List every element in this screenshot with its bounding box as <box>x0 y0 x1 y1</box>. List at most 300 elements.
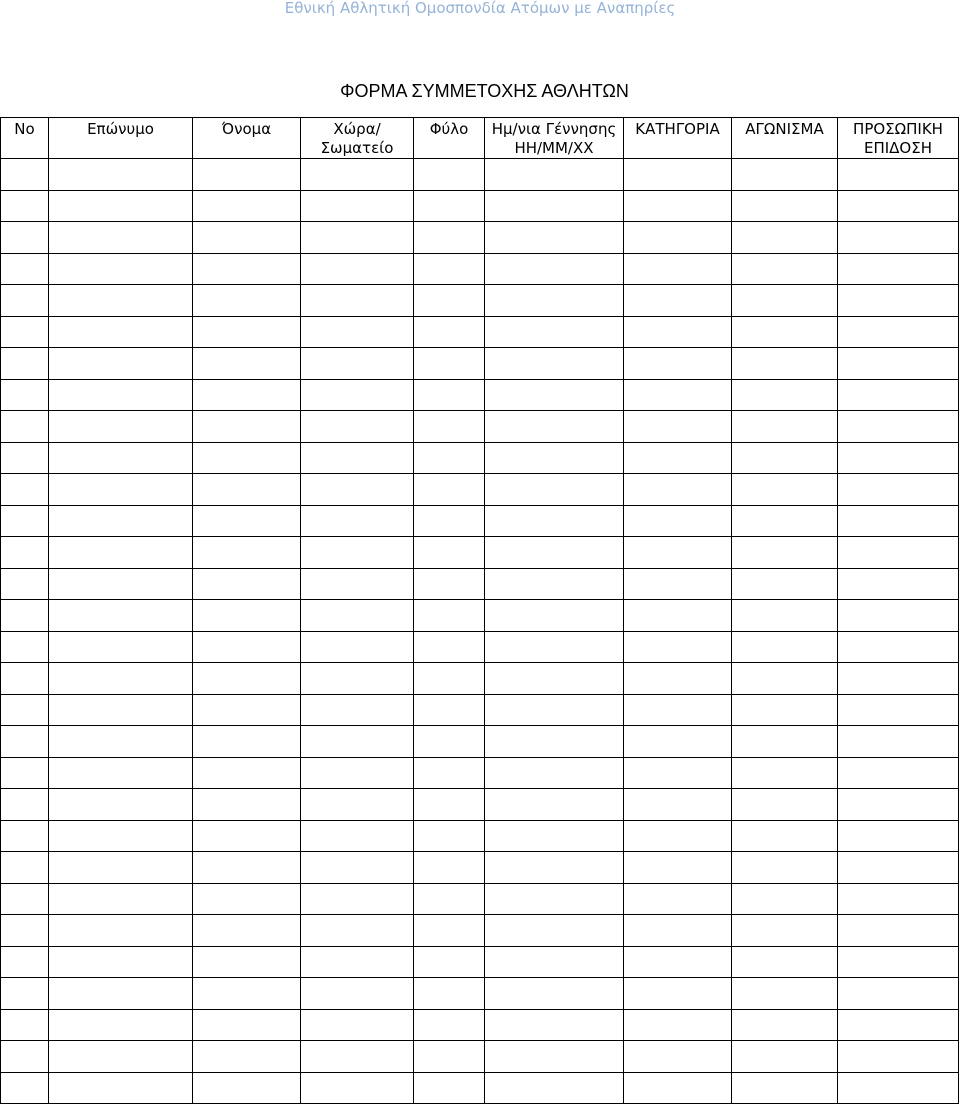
entry-cell-category[interactable] <box>624 1041 732 1073</box>
entry-cell-event[interactable] <box>732 663 838 695</box>
entry-cell-first-name[interactable] <box>193 1041 301 1073</box>
entry-cell-category[interactable] <box>624 190 732 222</box>
entry-cell-gender[interactable] <box>414 285 485 317</box>
entry-cell-surname[interactable] <box>49 505 193 537</box>
entry-cell-gender[interactable] <box>414 379 485 411</box>
entry-cell-category[interactable] <box>624 1072 732 1104</box>
entry-cell-country-club[interactable] <box>301 222 414 254</box>
column-header-birth-date <box>485 118 624 159</box>
entry-cell-category[interactable] <box>624 505 732 537</box>
entry-cell-country-club[interactable] <box>301 978 414 1010</box>
entry-cell-event[interactable] <box>732 631 838 663</box>
entry-cell-personal-best[interactable] <box>838 1072 959 1104</box>
entry-cell-birth-date[interactable] <box>485 663 624 695</box>
entry-cell-event[interactable] <box>732 1072 838 1104</box>
column-header-label: No <box>14 120 35 138</box>
entry-cell-first-name[interactable] <box>193 285 301 317</box>
entry-cell-category[interactable] <box>624 883 732 915</box>
entry-cell-first-name[interactable] <box>193 820 301 852</box>
entry-cell-category[interactable] <box>624 915 732 947</box>
entry-cell-country-club[interactable] <box>301 537 414 569</box>
entry-cell-country-club[interactable] <box>301 600 414 632</box>
entry-cell-personal-best[interactable] <box>838 883 959 915</box>
entry-cell-first-name[interactable] <box>193 474 301 506</box>
entry-cell-personal-best[interactable] <box>838 159 959 191</box>
entry-cell-surname[interactable] <box>49 820 193 852</box>
column-header-label: Φύλο <box>429 120 469 138</box>
entry-cell-first-name[interactable] <box>193 253 301 285</box>
entry-cell-gender[interactable] <box>414 348 485 380</box>
entry-cell-category[interactable] <box>624 631 732 663</box>
entry-cell-birth-date[interactable] <box>485 1041 624 1073</box>
entry-cell-birth-date[interactable] <box>485 820 624 852</box>
entry-cell-event[interactable] <box>732 1041 838 1073</box>
entry-cell-event[interactable] <box>732 222 838 254</box>
entry-cell-number[interactable] <box>1 946 49 978</box>
entry-cell-event[interactable] <box>732 537 838 569</box>
entry-cell-surname[interactable] <box>49 253 193 285</box>
column-header-label-line2: ΗΗ/ΜΜ/ΧΧ <box>514 139 594 157</box>
entry-cell-category[interactable] <box>624 316 732 348</box>
table-row <box>1 694 959 726</box>
entry-cell-category[interactable] <box>624 789 732 821</box>
table-row <box>1 379 959 411</box>
entry-cell-category[interactable] <box>624 537 732 569</box>
entry-cell-event[interactable] <box>732 1009 838 1041</box>
entry-cell-gender[interactable] <box>414 505 485 537</box>
entry-cell-first-name[interactable] <box>193 663 301 695</box>
entry-cell-birth-date[interactable] <box>485 694 624 726</box>
column-header-label: ΑΓΩΝΙΣΜΑ <box>745 120 824 138</box>
table-row <box>1 852 959 884</box>
entry-cell-country-club[interactable] <box>301 1041 414 1073</box>
entry-cell-country-club[interactable] <box>301 726 414 758</box>
entry-cell-number[interactable] <box>1 789 49 821</box>
table-row <box>1 190 959 222</box>
entry-cell-personal-best[interactable] <box>838 411 959 443</box>
entry-cell-surname[interactable] <box>49 379 193 411</box>
entry-cell-gender[interactable] <box>414 474 485 506</box>
column-header-surname <box>49 118 193 159</box>
entry-cell-first-name[interactable] <box>193 1072 301 1104</box>
entry-cell-category[interactable] <box>624 852 732 884</box>
entry-cell-birth-date[interactable] <box>485 946 624 978</box>
entry-cell-personal-best[interactable] <box>838 222 959 254</box>
entry-cell-number[interactable] <box>1 253 49 285</box>
entry-cell-gender[interactable] <box>414 159 485 191</box>
entry-cell-birth-date[interactable] <box>485 379 624 411</box>
entry-cell-number[interactable] <box>1 222 49 254</box>
entry-cell-number[interactable] <box>1 852 49 884</box>
entry-cell-gender[interactable] <box>414 820 485 852</box>
column-header-label: ΠΡΟΣΩΠΙΚΗ <box>853 120 943 138</box>
entry-cell-country-club[interactable] <box>301 915 414 947</box>
entry-cell-surname[interactable] <box>49 1072 193 1104</box>
entry-cell-personal-best[interactable] <box>838 820 959 852</box>
entry-cell-first-name[interactable] <box>193 316 301 348</box>
entry-cell-personal-best[interactable] <box>838 474 959 506</box>
entry-cell-gender[interactable] <box>414 537 485 569</box>
entry-cell-country-club[interactable] <box>301 694 414 726</box>
entry-cell-personal-best[interactable] <box>838 631 959 663</box>
entry-cell-birth-date[interactable] <box>485 631 624 663</box>
entry-cell-personal-best[interactable] <box>838 726 959 758</box>
entry-cell-gender[interactable] <box>414 600 485 632</box>
table-row <box>1 726 959 758</box>
entry-cell-surname[interactable] <box>49 348 193 380</box>
entry-cell-surname[interactable] <box>49 316 193 348</box>
entry-cell-birth-date[interactable] <box>485 726 624 758</box>
entry-cell-number[interactable] <box>1 568 49 600</box>
entry-cell-birth-date[interactable] <box>485 505 624 537</box>
entry-cell-gender[interactable] <box>414 694 485 726</box>
entry-cell-category[interactable] <box>624 253 732 285</box>
entry-cell-personal-best[interactable] <box>838 663 959 695</box>
entry-cell-number[interactable] <box>1 978 49 1010</box>
entry-cell-personal-best[interactable] <box>838 505 959 537</box>
entry-cell-birth-date[interactable] <box>485 411 624 443</box>
entry-cell-country-club[interactable] <box>301 757 414 789</box>
entry-cell-category[interactable] <box>624 568 732 600</box>
entry-cell-birth-date[interactable] <box>485 757 624 789</box>
entry-cell-surname[interactable] <box>49 694 193 726</box>
entry-cell-event[interactable] <box>732 348 838 380</box>
entry-cell-number[interactable] <box>1 285 49 317</box>
entry-cell-gender[interactable] <box>414 222 485 254</box>
entry-cell-event[interactable] <box>732 568 838 600</box>
entry-cell-category[interactable] <box>624 159 732 191</box>
entry-cell-birth-date[interactable] <box>485 1009 624 1041</box>
entry-cell-first-name[interactable] <box>193 789 301 821</box>
entry-cell-country-club[interactable] <box>301 1009 414 1041</box>
entry-cell-country-club[interactable] <box>301 883 414 915</box>
entry-cell-first-name[interactable] <box>193 694 301 726</box>
column-header-first-name <box>193 118 301 159</box>
entry-cell-event[interactable] <box>732 978 838 1010</box>
entry-cell-country-club[interactable] <box>301 348 414 380</box>
entry-cell-number[interactable] <box>1 474 49 506</box>
entry-cell-birth-date[interactable] <box>485 316 624 348</box>
entry-cell-event[interactable] <box>732 915 838 947</box>
entry-cell-birth-date[interactable] <box>485 474 624 506</box>
entry-cell-category[interactable] <box>624 757 732 789</box>
entry-cell-category[interactable] <box>624 694 732 726</box>
entry-cell-gender[interactable] <box>414 757 485 789</box>
entry-cell-personal-best[interactable] <box>838 285 959 317</box>
entry-cell-category[interactable] <box>624 663 732 695</box>
entry-cell-number[interactable] <box>1 316 49 348</box>
entry-cell-category[interactable] <box>624 379 732 411</box>
entry-cell-birth-date[interactable] <box>485 789 624 821</box>
entry-cell-first-name[interactable] <box>193 600 301 632</box>
entry-cell-surname[interactable] <box>49 600 193 632</box>
entry-cell-country-club[interactable] <box>301 474 414 506</box>
entry-cell-gender[interactable] <box>414 411 485 443</box>
table-row <box>1 253 959 285</box>
entry-cell-category[interactable] <box>624 946 732 978</box>
table-row <box>1 537 959 569</box>
entry-cell-country-club[interactable] <box>301 159 414 191</box>
entry-cell-gender[interactable] <box>414 852 485 884</box>
entry-cell-surname[interactable] <box>49 159 193 191</box>
entry-cell-gender[interactable] <box>414 190 485 222</box>
entry-cell-gender[interactable] <box>414 978 485 1010</box>
entry-cell-number[interactable] <box>1 537 49 569</box>
entry-cell-first-name[interactable] <box>193 915 301 947</box>
entry-cell-country-club[interactable] <box>301 505 414 537</box>
entry-cell-event[interactable] <box>732 190 838 222</box>
entry-cell-personal-best[interactable] <box>838 946 959 978</box>
entry-cell-gender[interactable] <box>414 915 485 947</box>
table-row <box>1 442 959 474</box>
entry-cell-gender[interactable] <box>414 1009 485 1041</box>
entry-cell-category[interactable] <box>624 411 732 443</box>
entry-cell-first-name[interactable] <box>193 946 301 978</box>
entry-cell-birth-date[interactable] <box>485 883 624 915</box>
entry-cell-personal-best[interactable] <box>838 316 959 348</box>
entry-cell-country-club[interactable] <box>301 820 414 852</box>
entry-cell-birth-date[interactable] <box>485 348 624 380</box>
entry-cell-surname[interactable] <box>49 883 193 915</box>
entry-cell-personal-best[interactable] <box>838 190 959 222</box>
entry-cell-country-club[interactable] <box>301 190 414 222</box>
entry-cell-birth-date[interactable] <box>485 537 624 569</box>
entry-cell-first-name[interactable] <box>193 159 301 191</box>
entry-cell-category[interactable] <box>624 474 732 506</box>
entry-cell-personal-best[interactable] <box>838 379 959 411</box>
entry-cell-birth-date[interactable] <box>485 285 624 317</box>
entry-cell-country-club[interactable] <box>301 253 414 285</box>
entry-cell-country-club[interactable] <box>301 789 414 821</box>
entry-cell-gender[interactable] <box>414 789 485 821</box>
entry-cell-event[interactable] <box>732 474 838 506</box>
form-title: ΦΟΡΜΑ ΣΥΜΜΕΤΟΧΗΣ ΑΘΛΗΤΩΝ <box>340 81 629 101</box>
entry-cell-country-club[interactable] <box>301 631 414 663</box>
entry-cell-surname[interactable] <box>49 537 193 569</box>
entry-cell-category[interactable] <box>624 1009 732 1041</box>
entry-cell-surname[interactable] <box>49 663 193 695</box>
entry-cell-event[interactable] <box>732 505 838 537</box>
entry-cell-first-name[interactable] <box>193 537 301 569</box>
entry-cell-event[interactable] <box>732 442 838 474</box>
entry-cell-surname[interactable] <box>49 789 193 821</box>
entry-cell-first-name[interactable] <box>193 568 301 600</box>
entry-cell-birth-date[interactable] <box>485 442 624 474</box>
entry-cell-first-name[interactable] <box>193 852 301 884</box>
entry-cell-event[interactable] <box>732 946 838 978</box>
entry-cell-personal-best[interactable] <box>838 915 959 947</box>
entry-cell-gender[interactable] <box>414 1041 485 1073</box>
entry-cell-first-name[interactable] <box>193 726 301 758</box>
entry-cell-number[interactable] <box>1 600 49 632</box>
entry-cell-number[interactable] <box>1 442 49 474</box>
entry-cell-first-name[interactable] <box>193 505 301 537</box>
entry-cell-category[interactable] <box>624 348 732 380</box>
entry-cell-personal-best[interactable] <box>838 568 959 600</box>
entry-cell-surname[interactable] <box>49 190 193 222</box>
entry-cell-surname[interactable] <box>49 1009 193 1041</box>
entry-cell-category[interactable] <box>624 442 732 474</box>
entry-cell-event[interactable] <box>732 757 838 789</box>
entry-cell-gender[interactable] <box>414 663 485 695</box>
entry-cell-country-club[interactable] <box>301 852 414 884</box>
entry-cell-surname[interactable] <box>49 285 193 317</box>
entry-cell-first-name[interactable] <box>193 1009 301 1041</box>
entry-cell-category[interactable] <box>624 285 732 317</box>
table-body <box>1 159 959 1104</box>
entry-cell-birth-date[interactable] <box>485 190 624 222</box>
entry-cell-event[interactable] <box>732 253 838 285</box>
entry-cell-birth-date[interactable] <box>485 1072 624 1104</box>
entry-cell-category[interactable] <box>624 726 732 758</box>
entry-cell-surname[interactable] <box>49 915 193 947</box>
entry-cell-birth-date[interactable] <box>485 915 624 947</box>
entry-cell-personal-best[interactable] <box>838 348 959 380</box>
entry-cell-surname[interactable] <box>49 631 193 663</box>
entry-cell-event[interactable] <box>732 285 838 317</box>
entry-cell-event[interactable] <box>732 600 838 632</box>
entry-cell-event[interactable] <box>732 316 838 348</box>
entry-cell-gender[interactable] <box>414 568 485 600</box>
entry-cell-number[interactable] <box>1 915 49 947</box>
entry-cell-country-club[interactable] <box>301 411 414 443</box>
entry-cell-event[interactable] <box>732 379 838 411</box>
entry-cell-gender[interactable] <box>414 1072 485 1104</box>
table-row <box>1 474 959 506</box>
entry-cell-number[interactable] <box>1 1009 49 1041</box>
entry-cell-event[interactable] <box>732 694 838 726</box>
entry-cell-gender[interactable] <box>414 726 485 758</box>
table-row <box>1 946 959 978</box>
entry-cell-category[interactable] <box>624 600 732 632</box>
entry-cell-event[interactable] <box>732 159 838 191</box>
entry-cell-surname[interactable] <box>49 568 193 600</box>
entry-cell-personal-best[interactable] <box>838 694 959 726</box>
entry-cell-category[interactable] <box>624 978 732 1010</box>
entry-cell-personal-best[interactable] <box>838 1041 959 1073</box>
entry-cell-surname[interactable] <box>49 726 193 758</box>
entry-cell-category[interactable] <box>624 820 732 852</box>
entry-cell-personal-best[interactable] <box>838 757 959 789</box>
entry-cell-birth-date[interactable] <box>485 852 624 884</box>
entry-cell-number[interactable] <box>1 159 49 191</box>
entry-cell-gender[interactable] <box>414 316 485 348</box>
entry-cell-gender[interactable] <box>414 631 485 663</box>
entry-cell-first-name[interactable] <box>193 631 301 663</box>
entry-cell-personal-best[interactable] <box>838 789 959 821</box>
entry-cell-event[interactable] <box>732 726 838 758</box>
entry-cell-personal-best[interactable] <box>838 852 959 884</box>
table-row <box>1 285 959 317</box>
entry-cell-country-club[interactable] <box>301 316 414 348</box>
entry-cell-surname[interactable] <box>49 978 193 1010</box>
entry-cell-first-name[interactable] <box>193 757 301 789</box>
entry-cell-event[interactable] <box>732 820 838 852</box>
entry-cell-number[interactable] <box>1 1041 49 1073</box>
table-row <box>1 978 959 1010</box>
entry-cell-first-name[interactable] <box>193 348 301 380</box>
entry-cell-birth-date[interactable] <box>485 978 624 1010</box>
entry-cell-first-name[interactable] <box>193 190 301 222</box>
entry-cell-surname[interactable] <box>49 946 193 978</box>
entry-cell-surname[interactable] <box>49 474 193 506</box>
entry-cell-birth-date[interactable] <box>485 568 624 600</box>
entry-cell-personal-best[interactable] <box>838 978 959 1010</box>
entry-cell-surname[interactable] <box>49 442 193 474</box>
entry-cell-event[interactable] <box>732 883 838 915</box>
entry-cell-number[interactable] <box>1 757 49 789</box>
entry-cell-personal-best[interactable] <box>838 442 959 474</box>
entry-cell-birth-date[interactable] <box>485 222 624 254</box>
entry-cell-gender[interactable] <box>414 946 485 978</box>
entry-cell-country-club[interactable] <box>301 568 414 600</box>
entry-cell-number[interactable] <box>1 726 49 758</box>
table-row <box>1 505 959 537</box>
entry-cell-personal-best[interactable] <box>838 600 959 632</box>
table-row <box>1 348 959 380</box>
entry-cell-first-name[interactable] <box>193 883 301 915</box>
entry-cell-country-club[interactable] <box>301 379 414 411</box>
table-row <box>1 820 959 852</box>
table-row <box>1 568 959 600</box>
entry-cell-gender[interactable] <box>414 253 485 285</box>
entry-cell-surname[interactable] <box>49 411 193 443</box>
entry-cell-first-name[interactable] <box>193 411 301 443</box>
entry-cell-number[interactable] <box>1 505 49 537</box>
entry-cell-country-club[interactable] <box>301 1072 414 1104</box>
entry-cell-surname[interactable] <box>49 222 193 254</box>
entry-cell-first-name[interactable] <box>193 379 301 411</box>
entry-cell-number[interactable] <box>1 883 49 915</box>
entry-cell-personal-best[interactable] <box>838 253 959 285</box>
entry-cell-number[interactable] <box>1 348 49 380</box>
entry-cell-number[interactable] <box>1 694 49 726</box>
entry-cell-event[interactable] <box>732 411 838 443</box>
entry-cell-event[interactable] <box>732 852 838 884</box>
column-header-event <box>732 118 838 159</box>
entry-cell-personal-best[interactable] <box>838 537 959 569</box>
entry-cell-first-name[interactable] <box>193 442 301 474</box>
column-header-personal-best <box>838 118 959 159</box>
entry-cell-surname[interactable] <box>49 1041 193 1073</box>
entry-cell-event[interactable] <box>732 789 838 821</box>
entry-cell-first-name[interactable] <box>193 978 301 1010</box>
column-header-label: Χώρα/ <box>333 120 381 138</box>
entry-cell-number[interactable] <box>1 379 49 411</box>
entry-cell-number[interactable] <box>1 631 49 663</box>
entry-cell-surname[interactable] <box>49 852 193 884</box>
entry-cell-country-club[interactable] <box>301 946 414 978</box>
entry-cell-country-club[interactable] <box>301 663 414 695</box>
entry-cell-number[interactable] <box>1 663 49 695</box>
entry-cell-number[interactable] <box>1 1072 49 1104</box>
entry-cell-first-name[interactable] <box>193 222 301 254</box>
entry-cell-gender[interactable] <box>414 883 485 915</box>
entry-cell-birth-date[interactable] <box>485 600 624 632</box>
entry-cell-birth-date[interactable] <box>485 253 624 285</box>
entry-cell-country-club[interactable] <box>301 285 414 317</box>
entry-cell-country-club[interactable] <box>301 442 414 474</box>
entry-cell-gender[interactable] <box>414 442 485 474</box>
entry-cell-number[interactable] <box>1 190 49 222</box>
entry-cell-surname[interactable] <box>49 757 193 789</box>
entry-cell-birth-date[interactable] <box>485 159 624 191</box>
entry-cell-personal-best[interactable] <box>838 1009 959 1041</box>
entry-cell-category[interactable] <box>624 222 732 254</box>
entry-cell-number[interactable] <box>1 820 49 852</box>
entry-cell-number[interactable] <box>1 411 49 443</box>
table-row <box>1 600 959 632</box>
